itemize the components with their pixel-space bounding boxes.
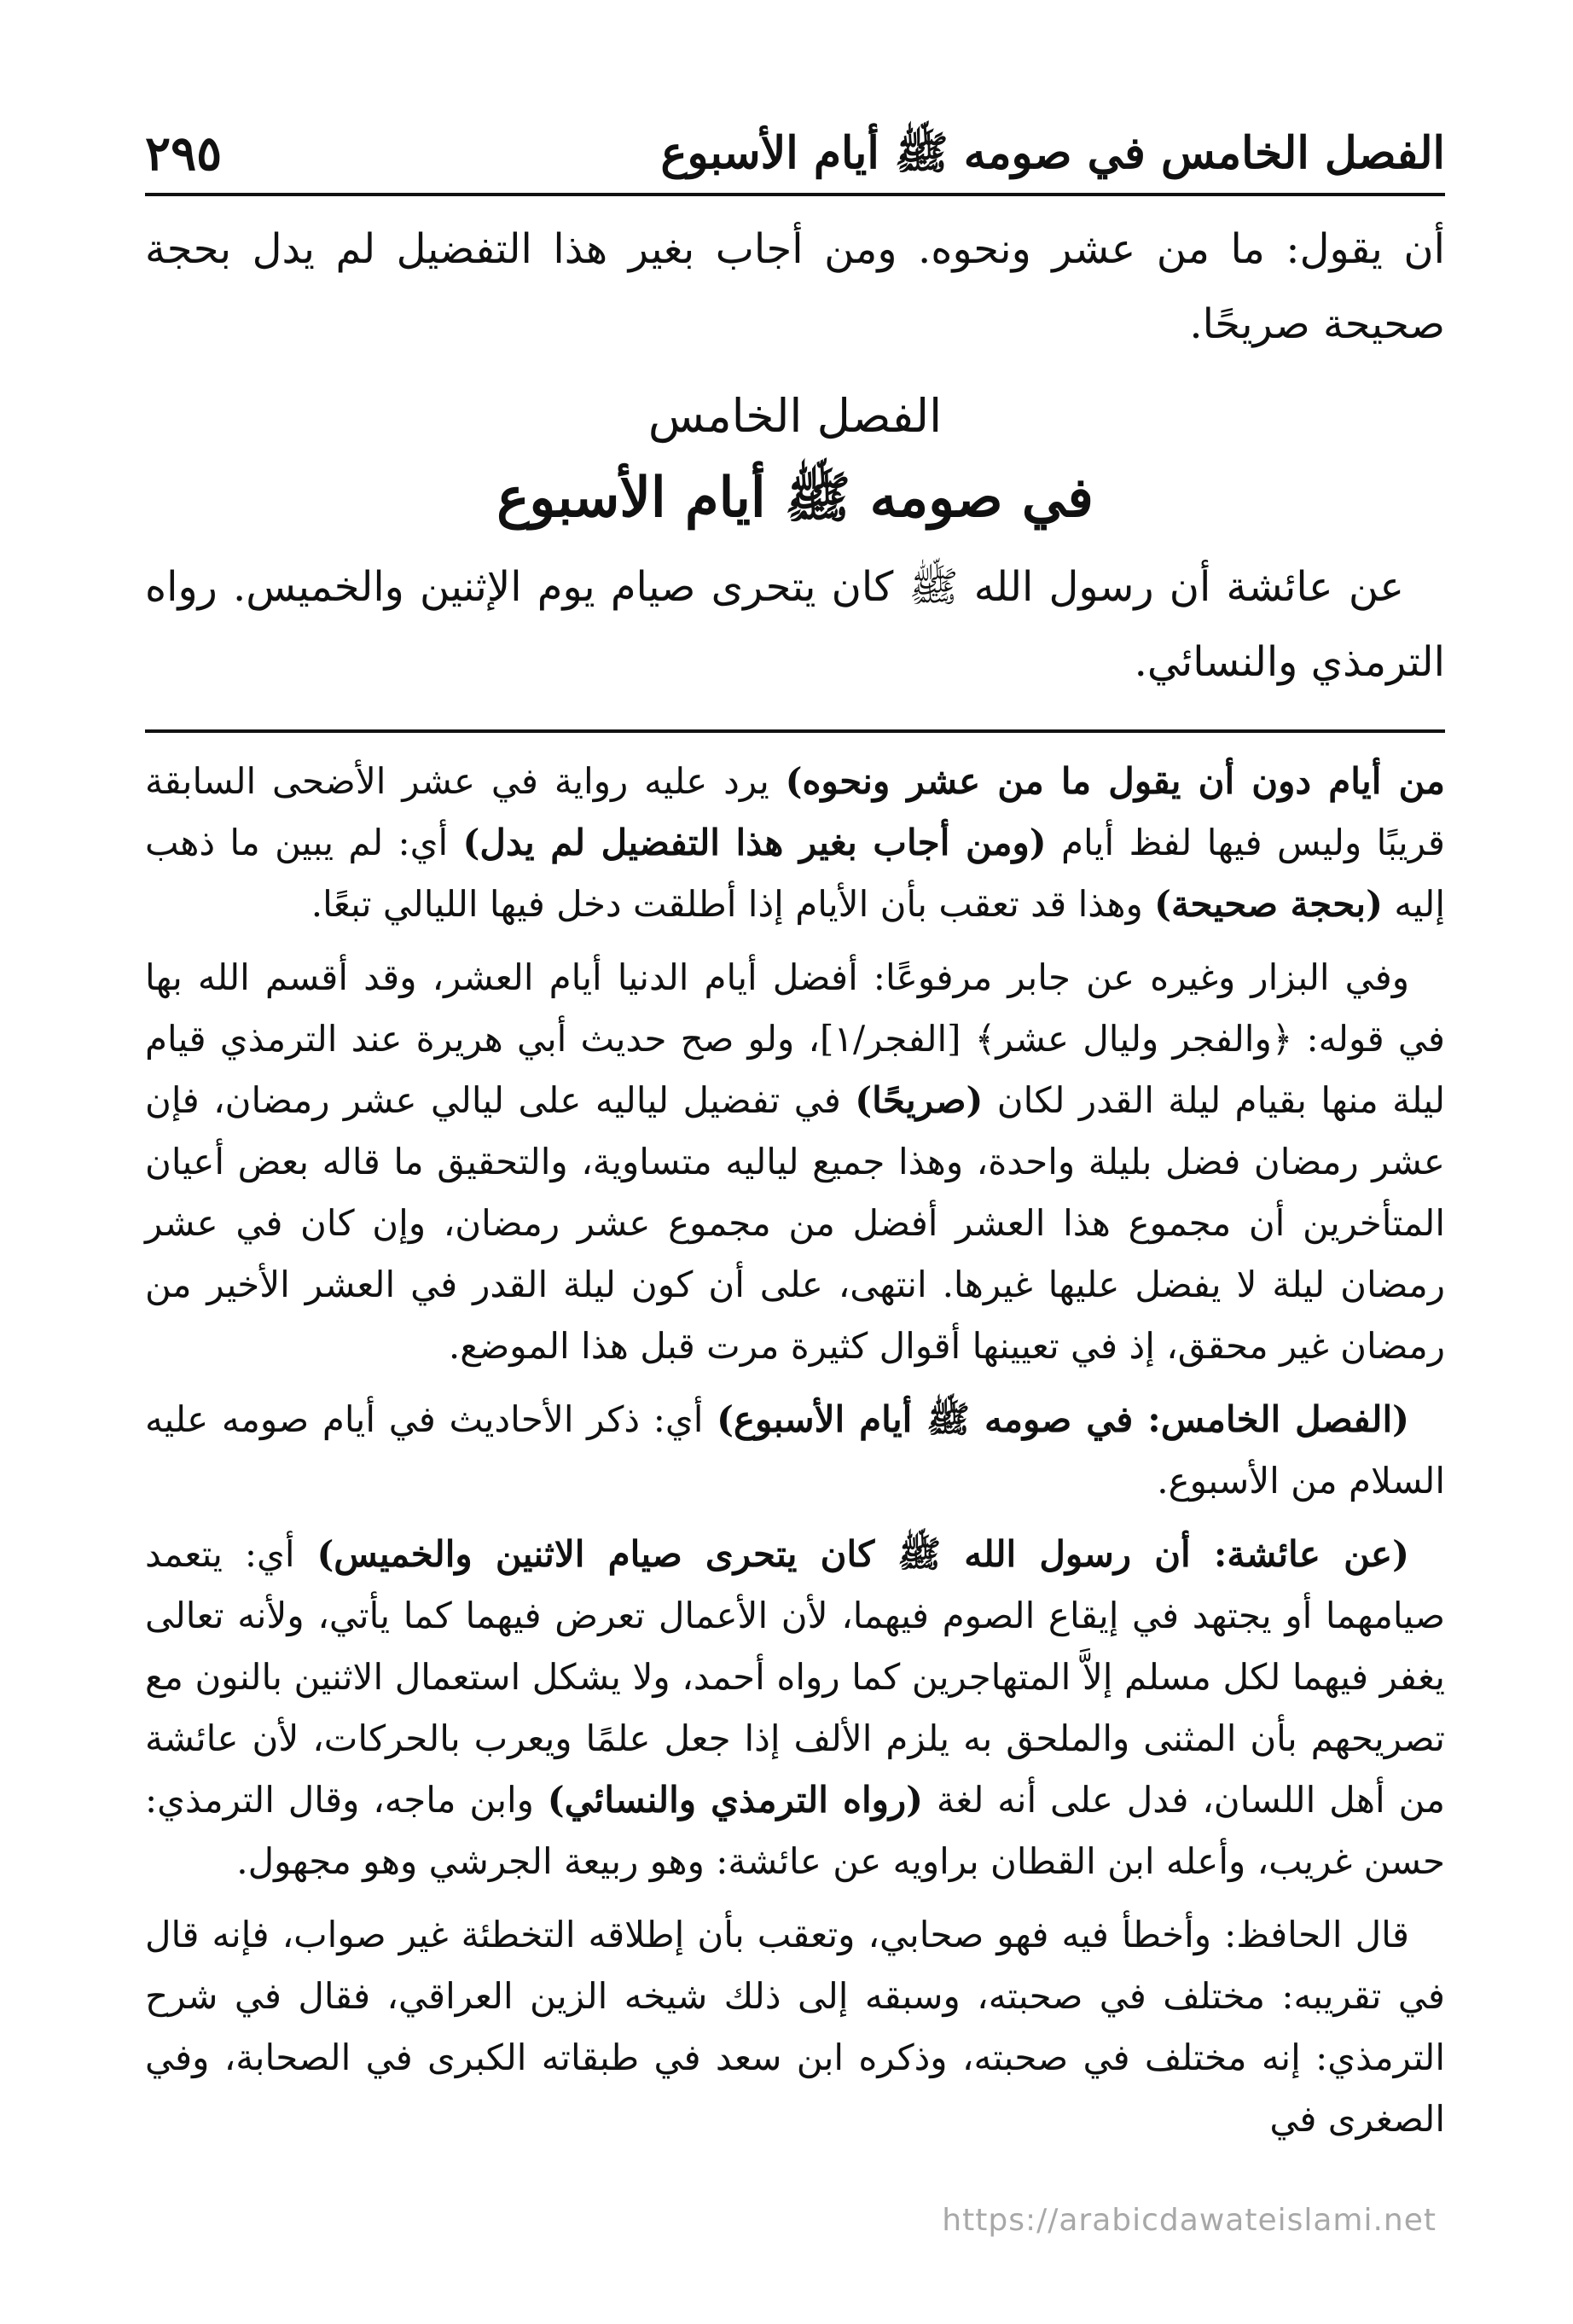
commentary-paragraph [145,1904,1445,2150]
commentary-divider [145,729,1445,733]
page-header [145,119,1445,196]
commentary-text: يرد عليه رواية في عشر الأضحى السابقة قريبًا وليس فيها لفظ أيام [145,760,1445,863]
page-number: ٢٩٥ [145,125,223,182]
quoted-text: (ومن أجاب بغير هذا التفضيل لم يدل) [462,822,1047,863]
quoted-text: (عن عائشة: أن رسول الله ﷺ كان يتحرى صيام الاثنين والخميس) [316,1533,1409,1575]
hadith-text: عن عائشة أن رسول الله ﷺ كان يتحرى صيام يوم الإثنين والخميس. رواه الترمذي والنسائي. [145,563,1445,686]
quoted-text: (رواه الترمذي والنسائي) [547,1779,924,1821]
quoted-text: من أيام دون أن يقول ما من عشر ونحوه) [785,760,1445,802]
commentary-text: في تفضيل لياليه على ليالي عشر رمضان، فإن عشر رمضان فضل بليلة واحدة، وهذا جميع لياليه متساوية، والتحقيق ما قاله بعض أعيان المتأخرين أن مجموع هذا العشر أفضل من مجموع عشر رمضان، وإن كان في عشر رمضان ليلة لا يفضل عليها غيرها. انتهى، على أن كون ليلة القدر في العشر الأخير من رمضان غير محقق، إذ في تعيينها أقوال كثيرة مرت قبل هذا الموضع. [145,1079,1445,1367]
quoted-text: (الفصل الخامس: في صومه ﷺ أيام الأسبوع) [717,1398,1409,1440]
chapter-heading [145,377,1445,541]
continuation-paragraph: أن يقول: ما من عشر ونحوه. ومن أجاب بغير هذا التفضيل لم يدل بحجة صحيحة صريحًا. [145,225,1445,348]
commentary-text: وفي البزار وغيره عن جابر مرفوعًا: أفضل أيام الدنيا أيام العشر، وقد أقسم الله بها في قوله: ﴿والفجر وليال عشر﴾ [الفجر/١]، ولو صح حديث أبي هريرة عند الترمذي قيام ليلة منها بقيام ليلة القدر لكان [145,956,1446,1121]
commentary-text: قال الحافظ: وأخطأ فيه فهو صحابي، وتعقب بأن إطلاقه التخطئة غير صواب، فإنه قال في تقريبه: مختلف في صحبته، وسبقه إلى ذلك شيخه الزين العراقي، فقال في شرح الترمذي: إنه مختلف في صحبته، وذكره ابن سعد في طبقاته الكبرى في الصحابة، وفي الصغرى في [145,1914,1445,2140]
header-divider [145,193,1445,196]
main-text [145,212,1445,700]
commentary-text: أي: لم يبين ما ذهب إليه [145,822,1445,925]
chapter-title: في صومه ﷺ أيام الأسبوع [496,466,1094,530]
commentary-paragraph [145,751,1445,935]
watermark-url: https://arabicdawateislami.net [942,2203,1437,2238]
commentary-section [145,751,1445,2162]
commentary-paragraph [145,947,1445,1377]
running-title: الفصل الخامس في صومه ﷺ أيام الأسبوع [660,127,1445,179]
commentary-text: أي: يتعمد صيامهما أو يجتهد في إيقاع الصوم فيهما، لأن الأعمال تعرض فيهما كما يأتي، ولأنه تعالى يغفر فيهما لكل مسلم إلاَّ المتهاجرين كما رواه أحمد، ولا يشكل استعمال الاثنين بالنون مع تصريحهم بأن المثنى والملحق به يلزم الألف إذا جعل علمًا ويعرب بالحركات، لأن عائشة من أهل اللسان، فدل على أنه لغة [145,1533,1446,1821]
commentary-text: وهذا قد تعقب بأن الأيام إذا أطلقت دخل فيها الليالي تبعًا. [311,883,1155,925]
chapter-number: الفصل الخامس [647,389,943,443]
quoted-text: (صريحًا) [855,1079,984,1121]
quoted-text: (بحجة صحيحة) [1154,883,1383,925]
commentary-paragraph [145,1524,1445,1892]
commentary-paragraph [145,1389,1445,1512]
commentary-text: وابن ماجه، وقال الترمذي: حسن غريب، وأعله ابن القطان براويه عن عائشة: وهو ربيعة الجرشي وهو مجهول. [145,1779,1445,1882]
commentary-text: أي: ذكر الأحاديث في أيام صومه عليه السلام من الأسبوع. [145,1398,1445,1502]
